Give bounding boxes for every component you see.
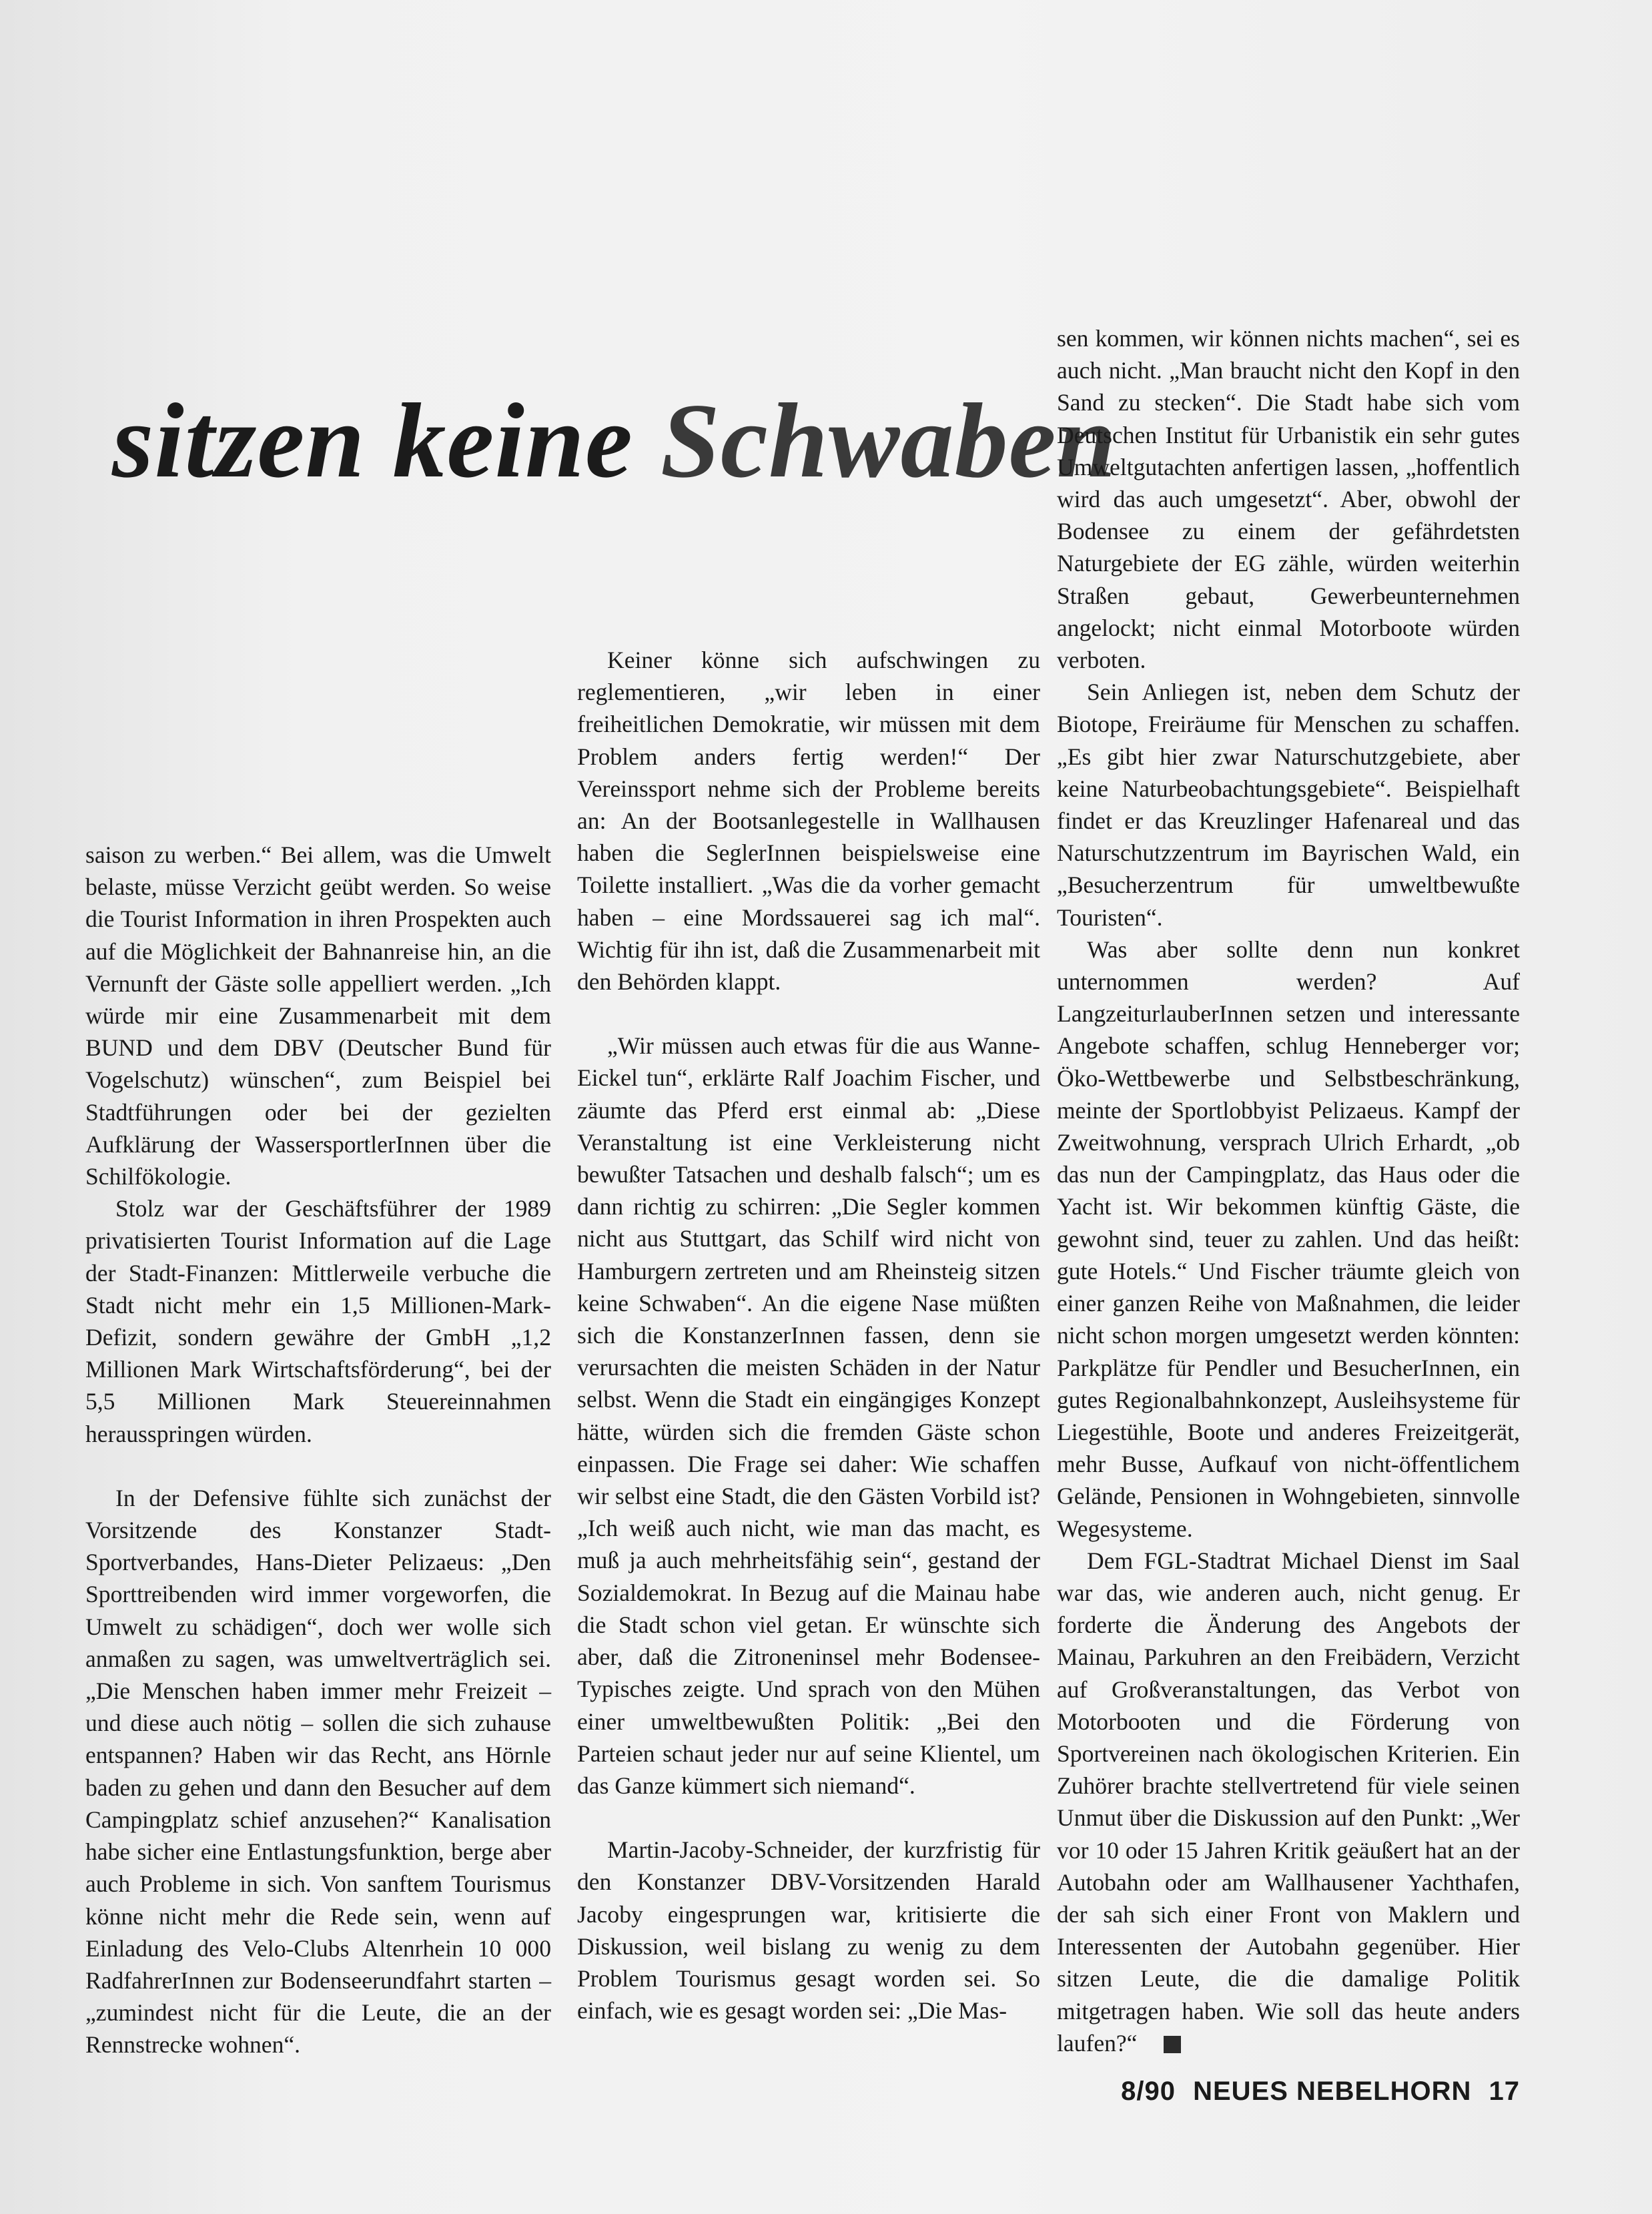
paragraph: In der Defensive fühlte sich zunächst der Vorsitzende des Konstanzer Stadt-Sportverbandes, Hans-Dieter Pelizaeus: „Den Sporttreibenden wird immer vorgeworfen, die Umwelt zu schädigen“, doch wer wolle sich anmaßen zu sagen, was umweltverträglich sei. „Die Menschen haben immer mehr Freizeit – und diese auch nötig – sollen die sich zuhause entspannen? Haben wir das Recht, ans Hörnle baden zu gehen und dann den Besucher auf dem Campingplatz schief anzusehen?“ Kanalisation habe sicher eine Entlastungsfunktion, berge aber auch Probleme in sich. Von sanftem Tourismus könne nicht mehr die Rede sein, wenn auf Einladung des Velo-Clubs Altenrhein 10 000 RadfahrerInnen zur Bodenseerundfahrt starten – „zumindest nicht für die Leute, die an der Rennstrecke wohnen“. (85, 1484, 551, 2059)
column-2 (577, 644, 1040, 2026)
end-of-article-square-icon (1164, 2036, 1181, 2053)
magazine-name: NEUES NEBELHORN (1193, 2077, 1472, 2106)
column-3 (1057, 322, 1520, 2059)
issue-number: 8/90 (1121, 2077, 1176, 2106)
page-number: 17 (1489, 2077, 1520, 2106)
paragraph: „Wir müssen auch etwas für die aus Wanne-Eickel tun“, erklärte Ralf Joachim Fischer, und zäumte das Pferd erst einmal ab: „Diese Veranstaltung ist eine Verkleisterung nicht bewußter Tatsachen und deshalb falsch“; um es dann richtig zu schirren: „Die Segler kommen nicht aus Stuttgart, das Schilf wird nicht von Hamburgern zertreten und am Rheinsteig sitzen keine Schwaben“. An die eigene Nase müßten sich die KonstanzerInnen fassen, denn sie verursachten die meisten Schäden in der Natur selbst. Wenn die Stadt ein eingängiges Konzept hätte, würden sich die fremden Gäste schon einpassen. Die Frage sei daher: Wie schaffen wir selbst eine Stadt, die den Gästen Vorbild ist? „Ich weiß auch nicht, wie man das macht, es muß ja auch mehrheitsfähig sein“, gestand der Sozialdemokrat. In Bezug auf die Mainau habe die Stadt schon viel getan. Er wünschte sich aber, daß die Zitroneninsel mehr Bodensee-Typisches zeigte. Und sprach von den Mühen einer umweltbewußten Politik: „Bei den Parteien schaut jeder nur auf seine Klientel, um das Ganze kümmert sich niemand“. (577, 1032, 1040, 1799)
paragraph: Keiner könne sich aufschwingen zu reglementieren, „wir leben in einer freiheitlichen Demokratie, wir müssen mit dem Problem anders fertig werden!“ Der Vereinssport nehme sich der Probleme bereits an: An der Bootsanlegestelle in Wallhausen haben die SeglerInnen beispielsweise eine Toilette installiert. „Was die da vorher gemacht haben – eine Mordssauerei sag ich mal“. Wichtig für ihn ist, daß die Zusammenarbeit mit den Behörden klappt. (577, 647, 1040, 996)
paragraph: sen kommen, wir können nichts machen“, sei es auch nicht. „Man braucht nicht den Kopf in den Sand zu stecken“. Die Stadt habe sich vom Deutschen Institut für Urbanistik ein sehr gutes Umweltgutachten anfertigen lassen, „hoffentlich wird das auch umgesetzt“. Aber, obwohl der Bodensee zu einem der gefährdetsten Naturgebiete der EG zähle, würden weiterhin Straßen gebaut, Gewerbeunternehmen angelockt; nicht einmal Motorboote würden verboten. (1057, 325, 1520, 674)
article-headline (112, 374, 1117, 507)
headline-part-1: sitzen keine (112, 381, 633, 500)
paragraph: Martin-Jacoby-Schneider, der kurzfristig für den Konstanzer DBV-Vorsitzenden Harald Jacoby eingesprungen war, kritisierte die Diskussion, weil bislang zu wenig zu dem Problem Tourismus gesagt worden sei. So einfach, wie es gesagt worden sei: „Die Mas- (577, 1836, 1040, 2024)
page-footer (1121, 2077, 1520, 2107)
paragraph: Sein Anliegen ist, neben dem Schutz der Biotope, Freiräume für Menschen zu schaffen. „Es gibt hier zwar Naturschutzgebiete, aber keine Naturbeobachtungsgebiete“. Beispielhaft findet er das Kreuzlinger Hafenareal und das Naturschutzzentrum im Bayrischen Wald, ein „Besucherzentrum für umweltbewußte Touristen“. (1057, 679, 1520, 931)
paragraph-final (1057, 1545, 1520, 2059)
paragraph: Was aber sollte denn nun konkret unternommen werden? Auf LangzeiturlauberInnen setzen und interessante Angebote schaffen, schlug Henneberger vor; Öko-Wettbewerbe und Selbstbeschränkung, meinte der Sportlobbyist Pelizaeus. Kampf der Zweitwohnung, versprach Ulrich Erhardt, „ob das nun der Campingplatz, das Haus oder die Yacht ist. Wir bekommen künftig Gäste, die gewohnt sind, teuer zu zahlen. Und das heißt: gute Hotels.“ Und Fischer träumte gleich von einer ganzen Reihe von Maßnahmen, die leider nicht schon morgen umgesetzt werden könnten: Parkplätze für Pendler und BesucherInnen, ein gutes Regionalbahnkonzept, Ausleihsysteme für Liegestühle, Boote und anderes Freizeitgerät, mehr Busse, Aufkauf von nicht-öffentlichem Gelände, Pensionen in Wohngebieten, sinnvolle Wegesysteme. (1057, 936, 1520, 1542)
paragraph: saison zu werben.“ Bei allem, was die Umwelt belaste, müsse Verzicht geübt werden. So weise die Tourist Information in ihren Prospekten auch auf die Möglichkeit der Bahnanreise hin, an die Vernunft der Gäste solle appelliert werden. „Ich würde mir eine Zusammenarbeit mit dem BUND und dem DBV (Deutscher Bund für Vogelschutz) wünschen“, zum Beispiel bei Stadtführungen oder bei der gezielten Aufklärung der WassersportlerInnen über die Schilfökologie. (85, 841, 551, 1190)
column-1 (85, 839, 551, 2061)
paragraph-final-text: Dem FGL-Stadtrat Michael Dienst im Saal war das, wie anderen auch, nicht genug. Er forderte die Änderung des Angebots der Mainau, Parkuhren an den Freibädern, Verzicht auf Großveranstaltungen, das Verbot von Motorbooten und die Förderung von Sportvereinen nach ökologischen Kriterien. Ein Zuhörer brachte stellvertretend für viele seinen Unmut über die Diskussion auf den Punkt: „Wer vor 10 oder 15 Jahren Kritik geäußert hat an der Autobahn oder am Wallhausener Yachthafen, der sah sich einer Front von Maklern und Interessenten der Autobahn gegenüber. Hier sitzen Leute, die die damalige Politik mitgetragen haben. Wie soll das heute anders laufen?“ (1057, 1547, 1520, 2057)
headline-part-2: Schwaben (660, 381, 1117, 500)
paragraph: Stolz war der Geschäftsführer der 1989 privatisierten Tourist Information auf die Lage der Stadt-Finanzen: Mittlerweile verbuche die Stadt nicht mehr ein 1,5 Millionen-Mark-Defizit, sondern gewähre der GmbH „1,2 Millionen Mark Wirtschaftsförderung“, bei der 5,5 Millionen Mark Steuereinnahmen herausspringen würden. (85, 1195, 551, 1447)
